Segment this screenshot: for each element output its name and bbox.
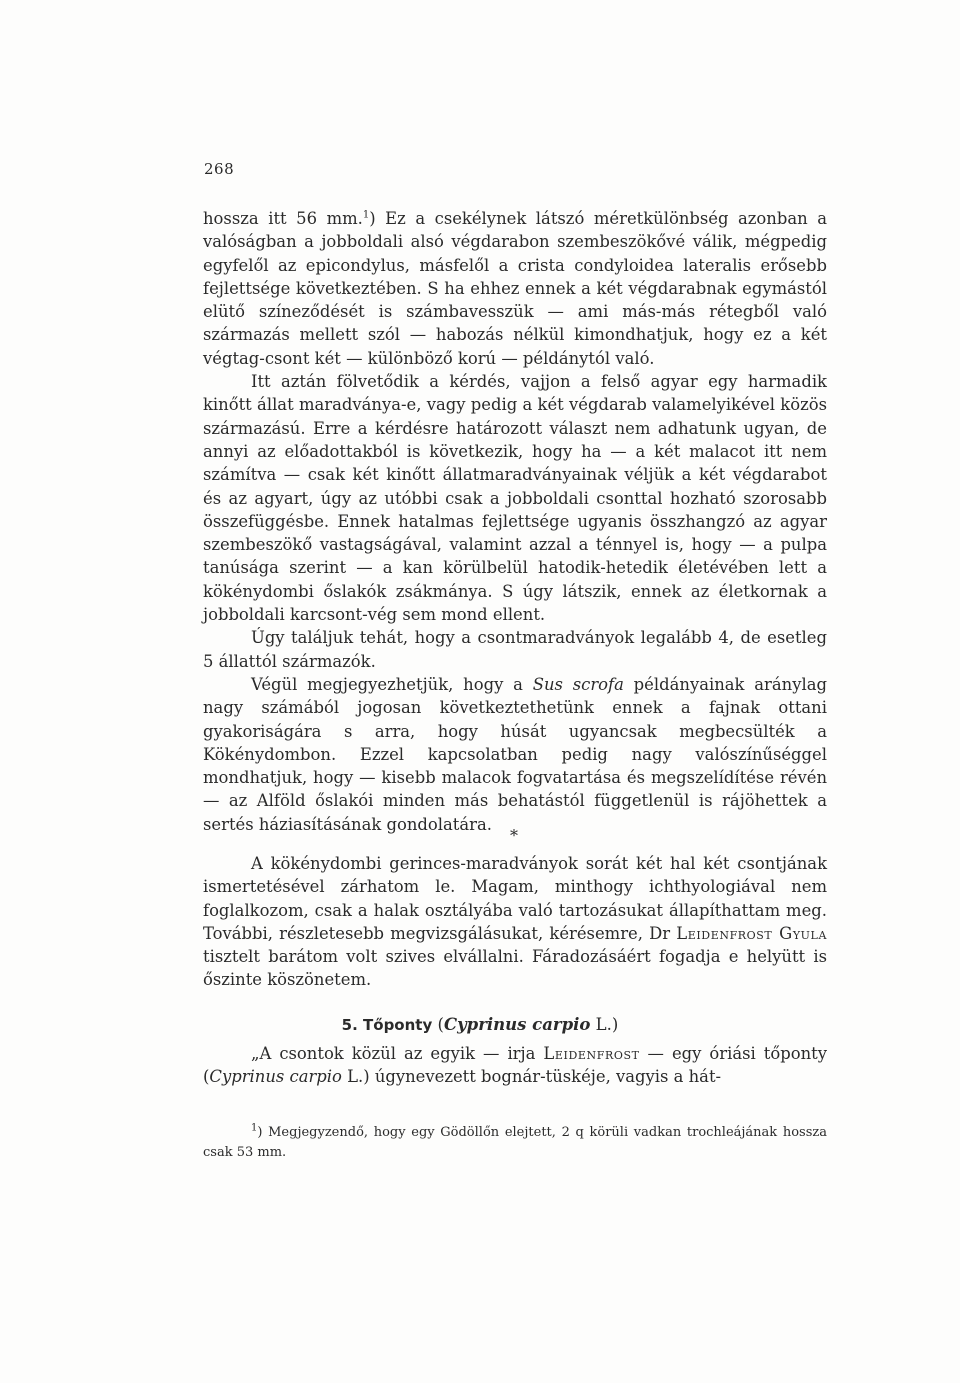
author-name: Leidenfrost Gyula [676, 923, 827, 943]
paragraph-2: Itt aztán fölvetődik a kérdés, vajjon a felső agyar egy harmadik kinőtt állat maradványa-e, vagy pedig a két végdarab valamelyikével közös származású. Erre a kérdésre határozott választ nem adhatunk ugyan, de annyi az előadottakból is következik, hogy ha — a két malacot itt nem számítva — csak két kinőtt állatmaradványainak véljük a két végdarabot és az agyart, úgy az utóbbi csak a jobboldali csonttal hozható szorosabb összefüggésbe. Ennek hatalmas fejlettsége ugyanis összhangzó az agyar szembeszökő vastagságával, valamint azzal a ténnyel is, hogy — a pulpa tanúsága szerint — a kan körülbelül hatodik-hetedik életévében lett a kökénydombi őslakók zsákmánya. S úgy látszik, ennek az életkornak a jobboldali karcsont-vég sem mond ellent. [203, 372, 827, 625]
footnote-number: 1 [251, 1122, 258, 1134]
footnote [203, 1123, 827, 1163]
paragraph-5-rest: tisztelt barátom volt szives elvállalni. Fáradozásáért fogadja e helyütt is őszinte köszönetem. [203, 947, 827, 990]
quoted-author: Leidenfrost [543, 1044, 640, 1063]
footnote-marker: 1 [362, 209, 370, 221]
page-number: 268 [204, 160, 235, 178]
heading-paren: ( [432, 1015, 444, 1034]
paragraph-6 [203, 1042, 827, 1089]
body-text-middle [203, 852, 827, 992]
heading-latin-name: Cyprinus carpio [443, 1015, 591, 1034]
heading-number: 5. Tőponty [341, 1016, 433, 1034]
section-heading [0, 1015, 960, 1034]
paragraph-4 [203, 673, 827, 836]
paragraph-5 [203, 852, 827, 992]
body-text-upper [203, 207, 827, 836]
paragraph-6-end: L.) úgynevezett bognár-tüskéje, vagyis a hát- [341, 1067, 722, 1087]
body-text-lower [203, 1042, 827, 1089]
paragraph-1 [203, 207, 827, 370]
paragraph-6-middle: — egy óriási tőponty ( [203, 1044, 827, 1087]
paragraph-4-rest: példányainak aránylag nagy számából jogosan következtethetünk ennek a fajnak ottani gyakoriságára s arra, hogy húsát ugyancsak megbecsülték a Kökénydombon. Ezzel kapcsolatban pedig nagy valószínűséggel mondhatjuk, hogy — kisebb malacok fogvatartása és megszelídítése révén — az Alföld őslakói minden más behatástól függetlenül is rájöhettek a sertés háziasításának gondolatára. [203, 674, 827, 834]
paragraph-6-start: „A csontok közül az egyik — irja [251, 1044, 544, 1063]
species-name-2: Cyprinus carpio [209, 1067, 342, 1087]
section-separator: * [510, 826, 518, 845]
species-name: Sus scrofa [532, 674, 624, 694]
heading-author: L.) [590, 1015, 619, 1034]
paragraph-4-start: Végül megjegyezhetjük, hogy a [251, 674, 533, 694]
footnote-text: ) Megjegyzendő, hogy egy Gödöllőn elejtett, 2 q körüli vadkan trochleájának hossza csak 53 mm. [203, 1125, 827, 1160]
paragraph-5-start: A kökénydombi gerinces-maradványok sorát két hal két csontjának ismertetésével zárhatom le. Magam, minthogy ichthyologiával nem foglalkozom, csak a halak osztályába való tartozásukat állapíthattam meg. További, részletesebb megvizsgálásukat, kérésemre, Dr [203, 854, 827, 943]
paragraph-1-start: hossza itt 56 mm. [203, 209, 363, 228]
paragraph-1-rest: ) Ez a csekélynek látszó méretkülönbség azonban a valóságban a jobboldali alsó végdarabon szembeszökővé válik, mégpedig egyfelől az epicondylus, másfelől a crista condyloidea lateralis erősebb fejlettsége következtében. S ha ehhez ennek a két végdarabnak egymástól elütő színeződését is számbavesszük — ami más-más rétegből való származás mellett szól — habozás nélkül kimondhatjuk, hogy ez a két végtag-csont két — különböző korú — példánytól való. [203, 209, 827, 368]
paragraph-3: Úgy találjuk tehát, hogy a csontmaradványok legalább 4, de esetleg 5 állattól származók. [203, 628, 827, 671]
